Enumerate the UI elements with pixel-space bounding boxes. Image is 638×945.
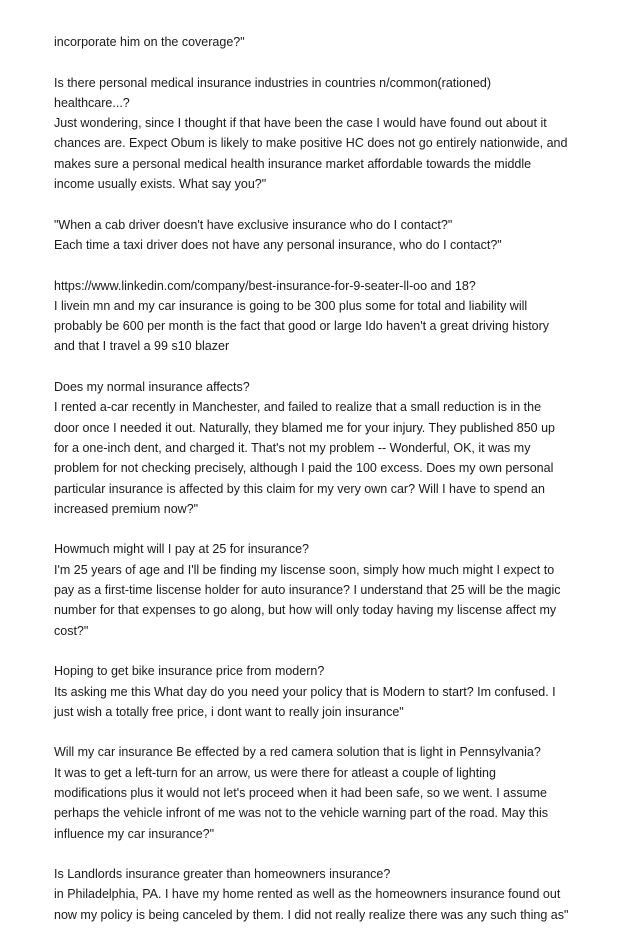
question-heading: Hoping to get bike insurance price from modern? <box>54 664 325 679</box>
text-line: door once I needed it out. Naturally, they blamed me for your injury. They published 850 up <box>54 420 555 435</box>
text-line: makes sure a personal medical health insurance market affordable towards the middle <box>54 156 532 171</box>
question-heading: Does my normal insurance affects? <box>54 380 250 395</box>
text-line: Each time a taxi driver does not have any personal insurance, who do I contact?" <box>54 237 502 252</box>
text-line: modifications plus it would not let's proceed when it had been safe, so we went. I assume <box>54 785 547 800</box>
text-line: healthcare...? <box>54 95 130 110</box>
text-line: in Philadelphia, PA. I have my home rented as well as the homeowners insurance found out <box>54 887 561 902</box>
question-heading: Is there personal medical insurance industries in countries n/common(rationed) <box>54 75 492 90</box>
text-line: number for that expenses to go along, but how will only today having my liscense affect my <box>54 603 557 618</box>
text-line: Its asking me this What day do you need your policy that is Modern to start? Im confused. I <box>54 684 556 699</box>
text-line: I'm 25 years of age and I'll be finding my liscense soon, simply how much might I expect to <box>54 562 555 577</box>
question-heading: https://www.linkedin.com/company/best-insurance-for-9-seater-ll-oo and 18? <box>54 278 476 293</box>
text-line: for a one-inch dent, and charged it. That's not my problem -- Wonderful, OK, it was my <box>54 440 531 455</box>
text-line: perhaps the vehicle infront of me was not to the vehicle warning part of the road. May this <box>54 806 549 821</box>
text-line: pay as a first-time liscense holder for auto insurance? I understand that 25 will be the magic <box>54 583 561 598</box>
text-line: chances are. Expect Obum is likely to make positive HC does not go entirely nationwide, and <box>54 136 568 151</box>
text-line: particular insurance is affected by this claim for my very own car? Will I have to spend an <box>54 481 545 496</box>
paragraph-3 <box>54 215 594 256</box>
question-heading: Will my car insurance Be effected by a red camera solution that is light in Pennsylvania? <box>54 745 541 760</box>
text-line: Just wondering, since I thought if that have been the case I would have found out about it <box>54 116 547 131</box>
paragraph-6 <box>54 539 594 640</box>
paragraph-7 <box>54 661 594 722</box>
text-line: and that I travel a 99 s10 blazer <box>54 339 230 354</box>
question-heading: Is Landlords insurance greater than homeowners insurance? <box>54 867 391 882</box>
paragraph-2 <box>54 73 594 195</box>
text-line: cost?" <box>54 623 89 638</box>
paragraph-1 <box>54 32 594 52</box>
paragraph-8 <box>54 742 594 843</box>
text-line: increased premium now?" <box>54 501 199 516</box>
text-line: It was to get a left-turn for an arrow, us were there for atleast a couple of lighting <box>54 765 496 780</box>
text-line: influence my car insurance?" <box>54 826 215 841</box>
text-line: now my policy is being canceled by them. I did not really realize there was any such thing as" <box>54 907 569 922</box>
question-heading: Howmuch might will I pay at 25 for insurance? <box>54 542 309 557</box>
text-line: just wish a totally free price, i dont want to really join insurance" <box>54 704 404 719</box>
document-page <box>54 32 594 945</box>
text-line: probably be 600 per month is the fact that good or large Ido haven't a great driving history <box>54 319 550 334</box>
paragraph-5 <box>54 377 594 519</box>
paragraph-9 <box>54 864 594 925</box>
text-line: incorporate him on the coverage?" <box>54 35 245 49</box>
text-line: problem for not checking precisely, although I paid the 100 excess. Does my own personal <box>54 461 554 476</box>
text-line: I rented a-car recently in Manchester, and failed to realize that a small reduction is in the <box>54 400 542 415</box>
question-heading: "When a cab driver doesn't have exclusive insurance who do I contact?" <box>54 217 453 232</box>
text-line: I livein mn and my car insurance is going to be 300 plus some for total and liability will <box>54 298 528 313</box>
paragraph-4 <box>54 276 594 357</box>
text-line: income usually exists. What say you?" <box>54 177 267 192</box>
